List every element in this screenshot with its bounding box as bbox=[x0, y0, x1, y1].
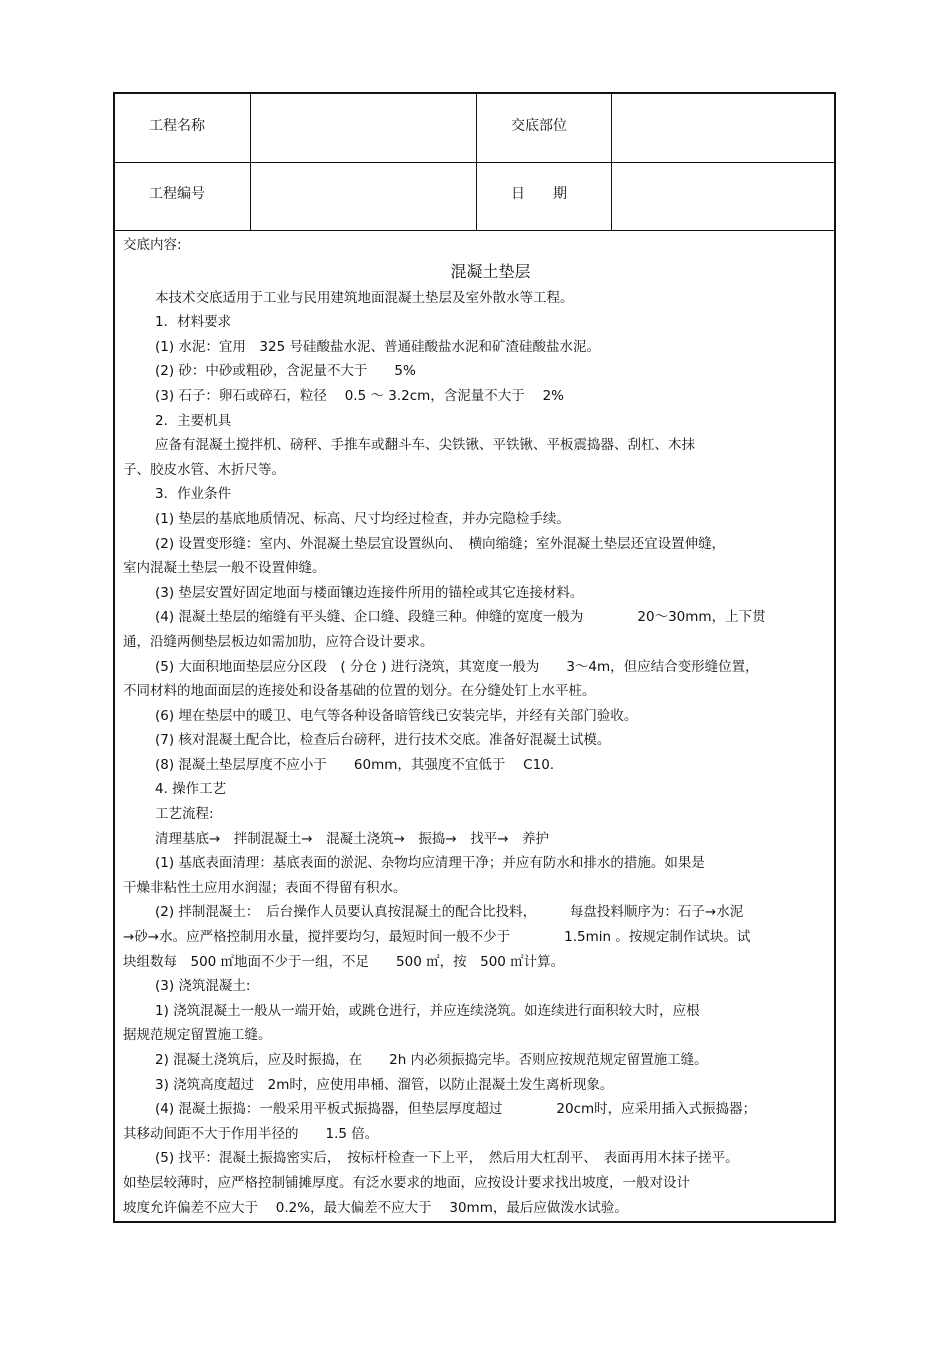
paragraph-line: →砂→水。应严格控制用水量，搅拌要均匀，最短时间一般不少于 1.5min 。按规定制作试块。试 bbox=[123, 929, 751, 946]
paragraph-line: 据规范规定留置施工缝。 bbox=[123, 1027, 272, 1044]
paragraph-line: (8) 混凝土垫层厚度不应小于 60mm，其强度不宜低于 C10. bbox=[155, 756, 555, 773]
paragraph-line: 工艺流程: bbox=[155, 806, 214, 823]
paragraph-line: 本技术交底适用于工业与民用建筑地面混凝土垫层及室外散水等工程。 bbox=[155, 289, 574, 306]
paragraph-line: 块组数每 500 ㎡地面不少于一组，不足 500 ㎡，按 500 ㎡计算。 bbox=[123, 953, 565, 970]
paragraph-line: 子、胶皮水管、木折尺等。 bbox=[123, 461, 285, 478]
section-heading: 4. 操作工艺 bbox=[155, 781, 227, 798]
paragraph-line: (2) 设置变形缝：室内、外混凝土垫层宜设置纵向、 横向缩缝；室外混凝土垫层还宜设置伸缝， bbox=[155, 535, 726, 552]
paragraph-line: 干燥非粘性土应用水润湿；表面不得留有积水。 bbox=[123, 879, 407, 896]
date-label: 日 期 bbox=[511, 186, 567, 202]
paragraph-line: (5) 找平：混凝土振捣密实后， 按标杆检查一下上平， 然后用大杠刮平、 表面再用木抹子搓平。 bbox=[155, 1150, 739, 1167]
document-title: 混凝土垫层 bbox=[450, 261, 531, 281]
paragraph-line: 1) 浇筑混凝土一般从一端开始，或跳仓进行，并应连续浇筑。如连续进行面积较大时，应根 bbox=[155, 1002, 700, 1019]
row-divider bbox=[115, 162, 834, 163]
paragraph-line: 室内混凝土垫层一般不设置伸缝。 bbox=[123, 560, 326, 577]
location-label: 交底部位 bbox=[511, 118, 567, 134]
paragraph-line: (5) 大面积地面垫层应分区段 ( 分仓 ) 进行浇筑，其宽度一般为 3～4m，但应结合变形缝位置， bbox=[155, 658, 759, 675]
paragraph-line: (3) 浇筑混凝土: bbox=[155, 978, 251, 995]
paragraph-line: 不同材料的地面面层的连接处和设备基础的位置的划分。在分缝处钉上水平桩。 bbox=[123, 683, 596, 700]
process-flow: 清理基底→ 拌制混凝土→ 混凝土浇筑→ 振捣→ 找平→ 养护 bbox=[155, 830, 550, 847]
column-divider bbox=[476, 94, 477, 230]
paragraph-line: (3) 垫层安置好固定地面与楼面镶边连接件所用的锚栓或其它连接材料。 bbox=[155, 584, 584, 601]
paragraph-line: (1) 垫层的基底地质情况、标高、尺寸均经过检查，并办完隐检手续。 bbox=[155, 510, 570, 527]
section-heading: 3．作业条件 bbox=[155, 486, 232, 503]
paragraph-line: 应备有混凝土搅拌机、磅秤、手推车或翻斗车、尖铁锹、平铁锹、平板震捣器、刮杠、木抹 bbox=[155, 437, 695, 454]
column-divider bbox=[611, 94, 612, 230]
disclosure-form bbox=[113, 92, 836, 1223]
paragraph-line: (6) 埋在垫层中的暖卫、电气等各种设备暗管线已安装完毕，并经有关部门验收。 bbox=[155, 707, 638, 724]
paragraph-line: (2) 拌制混凝土： 后台操作人员要认真按混凝土的配合比投料， 每盘投料顺序为：石子→水泥 bbox=[155, 904, 744, 921]
paragraph-line: 其移动间距不大于作用半径的 1.5 倍。 bbox=[123, 1125, 379, 1142]
paragraph-line: (2) 砂：中砂或粗砂，含泥量不大于 5% bbox=[155, 363, 416, 380]
section-heading: 1．材料要求 bbox=[155, 314, 232, 331]
disclosure-content bbox=[123, 233, 828, 1220]
section-heading: 2．主要机具 bbox=[155, 412, 232, 429]
paragraph-line: 如垫层较薄时，应严格控制铺摊厚度。有泛水要求的地面，应按设计要求找出坡度，一般对设计 bbox=[123, 1174, 690, 1191]
paragraph-line: (4) 混凝土垫层的缩缝有平头缝、企口缝、段缝三种。伸缝的宽度一般为 20～30mm，上下贯 bbox=[155, 609, 766, 626]
content-label: 交底内容: bbox=[123, 237, 182, 253]
row-divider bbox=[115, 230, 834, 231]
column-divider bbox=[250, 94, 251, 230]
paragraph-line: 坡度允许偏差不应大于 0.2%，最大偏差不应大于 30mm，最后应做泼水试验。 bbox=[123, 1199, 628, 1216]
project-name-label: 工程名称 bbox=[149, 118, 205, 134]
paragraph-line: 2) 混凝土浇筑后，应及时振捣，在 2h 内必须振捣完毕。否则应按规范规定留置施工缝。 bbox=[155, 1052, 708, 1068]
paragraph-line: (1) 基底表面清理：基底表面的淤泥、杂物均应清理干净；并应有防水和排水的措施。如果是 bbox=[155, 855, 705, 872]
paragraph-line: (7) 核对混凝土配合比，检查后台磅秤，进行技术交底。准备好混凝土试模。 bbox=[155, 732, 611, 749]
paragraph-line: (4) 混凝土振捣：一般采用平板式振捣器，但垫层厚度超过 20cm时，应采用插入式振捣器； bbox=[155, 1101, 757, 1118]
project-no-label: 工程编号 bbox=[149, 186, 205, 202]
paragraph-line: (1) 水泥：宜用 325 号硅酸盐水泥、普通硅酸盐水泥和矿渣硅酸盐水泥。 bbox=[155, 338, 600, 355]
paragraph-line: (3) 石子：卵石或碎石，粒径 0.5 ～ 3.2cm，含泥量不大于 2% bbox=[155, 387, 565, 404]
paragraph-line: 通，沿缝两侧垫层板边如需加肋，应符合设计要求。 bbox=[123, 633, 434, 650]
paragraph-line: 3) 浇筑高度超过 2m时，应使用串桶、溜管，以防止混凝土发生离析现象。 bbox=[155, 1076, 614, 1093]
